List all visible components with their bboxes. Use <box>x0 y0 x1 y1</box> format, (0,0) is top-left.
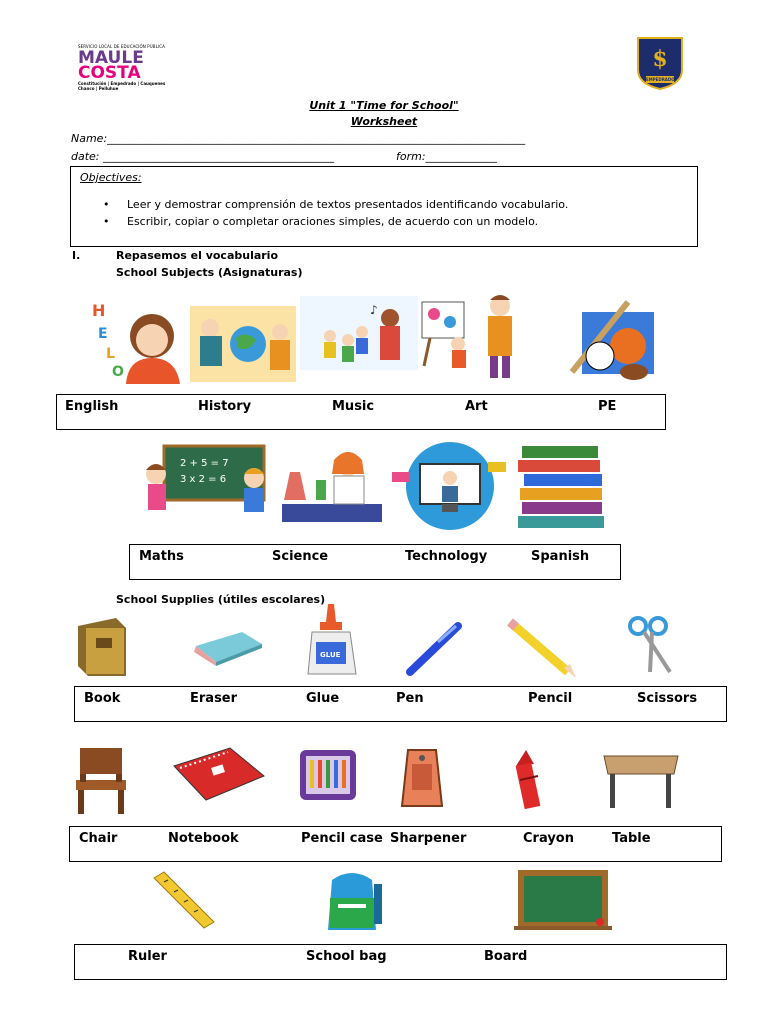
bullet-dot: • <box>103 215 110 228</box>
school-bag-icon <box>318 870 386 936</box>
board-icon <box>512 866 612 932</box>
word-pen: Pen <box>396 691 424 706</box>
objectives-box <box>70 166 698 247</box>
svg-text:3 x 2 = 6: 3 x 2 = 6 <box>180 474 227 485</box>
word-board: Board <box>484 949 528 964</box>
name-field[interactable]: Name:____________________________________________________________________________ <box>71 132 526 145</box>
word-scissors: Scissors <box>637 691 698 706</box>
section-title: Repasemos el vocabulario <box>116 249 279 262</box>
art-painter-icon <box>420 292 528 382</box>
word-pencil-case: Pencil case <box>301 831 383 846</box>
word-music: Music <box>332 399 375 414</box>
word-pe: PE <box>598 399 617 414</box>
date-field[interactable]: date: __________________________________________ <box>71 150 335 163</box>
technology-screen-icon <box>388 442 512 530</box>
sharpener-icon <box>398 746 446 810</box>
word-history: History <box>198 399 252 414</box>
objectives-heading: Objectives: <box>80 171 142 184</box>
bullet-dot: • <box>103 198 110 211</box>
objective-text: Escribir, copiar o completar oraciones simples, de acuerdo con un modelo. <box>127 215 539 228</box>
word-eraser: Eraser <box>190 691 238 706</box>
objective-text: Leer y demostrar comprensión de textos presentados identificando vocabulario. <box>127 198 569 211</box>
unit-title: Unit 1 "Time for School" <box>309 99 459 112</box>
svg-text:O: O <box>112 364 124 380</box>
word-science: Science <box>272 549 329 564</box>
sports-balls-icon <box>568 298 666 384</box>
table-icon <box>600 752 682 810</box>
logo-communes-2: Chanco | Pelluhue <box>78 86 119 91</box>
word-technology: Technology <box>405 549 488 564</box>
logo-line-maule: MAULE <box>78 48 144 68</box>
section-numeral: I. <box>72 249 81 262</box>
subjects-heading: School Subjects (Asignaturas) <box>116 266 303 279</box>
notebook-icon <box>172 746 266 802</box>
logo-tagline: SERVICIO LOCAL DE EDUCACIÓN PÚBLICA <box>78 44 165 49</box>
pencil-case-icon <box>296 744 360 804</box>
svg-text:2 + 5 = 7: 2 + 5 = 7 <box>180 458 229 469</box>
school-badge <box>636 36 684 90</box>
chair-icon <box>72 746 130 816</box>
maths-board-icon <box>140 444 272 528</box>
supplies-heading: School Supplies (útiles escolares) <box>116 593 326 606</box>
eraser-icon <box>190 628 266 668</box>
book-icon <box>76 616 128 678</box>
word-chair: Chair <box>79 831 118 846</box>
science-lab-icon <box>276 444 386 526</box>
word-art: Art <box>465 399 488 414</box>
svg-text:GLUE: GLUE <box>320 651 341 659</box>
word-glue: Glue <box>306 691 340 706</box>
pencil-icon <box>504 616 580 682</box>
objective-item <box>103 215 538 228</box>
word-book: Book <box>84 691 121 706</box>
svg-text:$: $ <box>652 46 668 72</box>
glue-icon <box>304 604 362 678</box>
word-ruler: Ruler <box>128 949 167 964</box>
maule-costa-logo <box>78 44 173 91</box>
music-class-icon <box>300 296 418 370</box>
svg-text:H: H <box>92 301 106 320</box>
word-spanish: Spanish <box>531 549 590 564</box>
svg-text:♪: ♪ <box>370 303 378 317</box>
word-school-bag: School bag <box>306 949 387 964</box>
pen-icon <box>404 622 462 676</box>
word-notebook: Notebook <box>168 831 239 846</box>
worksheet-title: Worksheet <box>350 115 418 128</box>
objective-item <box>103 198 568 211</box>
logo-line-costa: COSTA <box>78 63 141 83</box>
girl-hello-icon <box>88 296 184 384</box>
word-crayon: Crayon <box>523 831 574 846</box>
supplies-box-3 <box>74 944 727 980</box>
scissors-icon <box>628 614 676 676</box>
svg-text:L: L <box>106 346 115 362</box>
crayon-icon <box>512 746 554 812</box>
word-table: Table <box>612 831 651 846</box>
svg-text:E: E <box>98 326 108 342</box>
word-pencil: Pencil <box>528 691 573 706</box>
books-stack-icon <box>516 440 608 530</box>
word-english: English <box>65 399 119 414</box>
history-globe-icon <box>190 306 296 382</box>
word-sharpener: Sharpener <box>390 831 467 846</box>
ruler-icon <box>150 870 218 932</box>
word-maths: Maths <box>139 549 184 564</box>
badge-label: EMPEDRADO <box>646 77 675 82</box>
logo-communes-1: Constitución | Empedrado | Cauquenes <box>78 81 166 86</box>
form-field[interactable]: form:_____________ <box>396 150 498 163</box>
